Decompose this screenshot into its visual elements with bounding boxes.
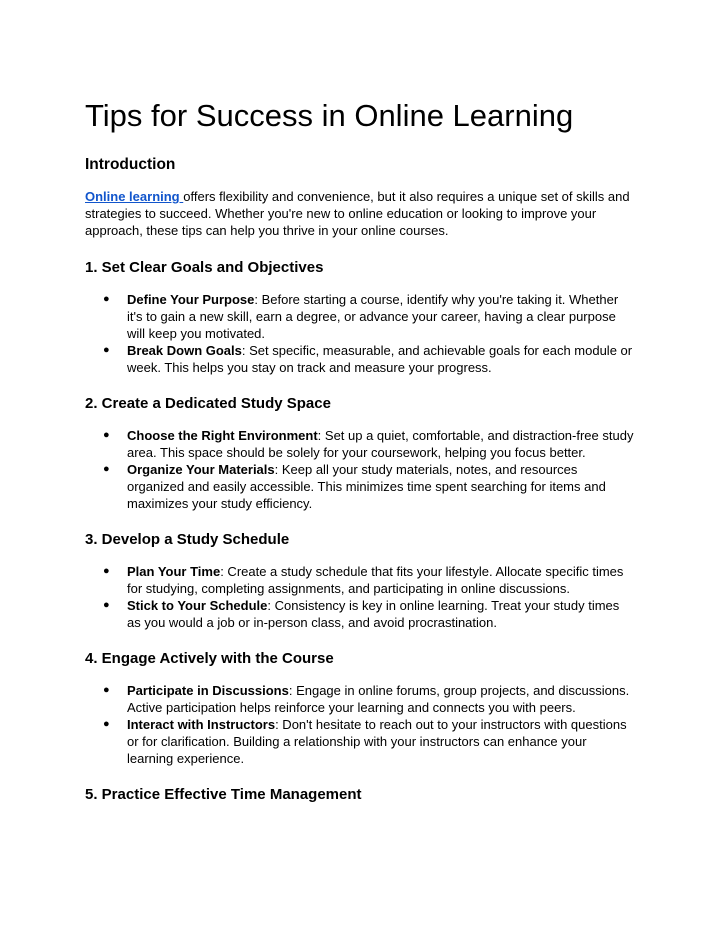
section-study-schedule — [85, 530, 645, 630]
list-item — [85, 716, 635, 767]
list-item-text: : Create a study schedule that fits your lifestyle. Allocate specific times for studying, completing assignments, and participating in online discussions. — [127, 564, 624, 596]
list-item-text: : Don't hesitate to reach out to your instructors with questions or for clarification. Building a relationship with your instructors can enhance your learning experience. — [127, 717, 627, 766]
section-create-study-space — [85, 394, 645, 511]
bullet-icon: ● — [103, 718, 110, 730]
list-item-text: : Set up a quiet, comfortable, and distraction-free study area. This space should be solely for your coursework, helping you focus better. — [127, 428, 634, 460]
introduction-text: offers flexibility and convenience, but it also requires a unique set of skills and strategies to succeed. Whether you're new to online education or looking to improve your approach, these tips can help you thrive in your online courses. — [85, 189, 630, 238]
list-item-term: Break Down Goals — [127, 343, 242, 358]
bullet-icon: ● — [103, 565, 110, 577]
bullet-icon: ● — [103, 293, 110, 305]
list-item — [85, 342, 635, 376]
bullet-icon: ● — [103, 463, 110, 475]
bullet-icon: ● — [103, 429, 110, 441]
introduction-heading: Introduction — [85, 156, 176, 173]
section-set-clear-goals — [85, 258, 645, 375]
list-item — [85, 291, 635, 342]
list-item — [85, 597, 635, 631]
section-heading: 4. Engage Actively with the Course — [85, 650, 334, 667]
list-item-text: : Engage in online forums, group projects, and discussions. Active participation helps reinforce your learning and connects you with peers. — [127, 683, 630, 715]
list-item-term: Choose the Right Environment — [127, 428, 318, 443]
list-item-text: : Keep all your study materials, notes, and resources organized and easily accessible. This minimizes time spent searching for items and maximizes your study efficiency. — [127, 462, 606, 511]
list-item — [85, 427, 635, 461]
list-item-term: Stick to Your Schedule — [127, 598, 268, 613]
list-item-term: Plan Your Time — [127, 564, 221, 579]
bullet-list — [85, 291, 645, 376]
section-heading: 1. Set Clear Goals and Objectives — [85, 259, 324, 276]
list-item-term: Define Your Purpose — [127, 292, 255, 307]
list-item-term: Interact with Instructors — [127, 717, 276, 732]
section-heading: 5. Practice Effective Time Management — [85, 786, 362, 803]
section-heading: 2. Create a Dedicated Study Space — [85, 395, 331, 412]
list-item-term: Participate in Discussions — [127, 683, 289, 698]
list-item — [85, 563, 635, 597]
bullet-list — [85, 563, 645, 631]
section-time-management — [85, 785, 645, 805]
bullet-icon: ● — [103, 684, 110, 696]
bullet-list — [85, 682, 645, 767]
list-item — [85, 682, 635, 716]
list-item-text: : Before starting a course, identify why you're taking it. Whether it's to gain a new skill, earn a degree, or advance your career, having a clear purpose will keep you motivated. — [127, 292, 619, 341]
list-item — [85, 461, 635, 512]
online-learning-link[interactable]: Online learning — [85, 189, 184, 204]
bullet-icon: ● — [103, 344, 110, 356]
introduction-paragraph — [85, 188, 645, 239]
bullet-list — [85, 427, 645, 512]
list-item-term: Organize Your Materials — [127, 462, 275, 477]
list-item-text: : Consistency is key in online learning. Treat your study times as you would a job or in-person class, and avoid procrastination. — [127, 598, 620, 630]
section-engage-actively — [85, 649, 645, 766]
bullet-icon: ● — [103, 599, 110, 611]
list-item-text: : Set specific, measurable, and achievable goals for each module or week. This helps you stay on track and measure your progress. — [127, 343, 633, 375]
section-heading: 3. Develop a Study Schedule — [85, 531, 290, 548]
page-title: Tips for Success in Online Learning — [85, 98, 574, 133]
